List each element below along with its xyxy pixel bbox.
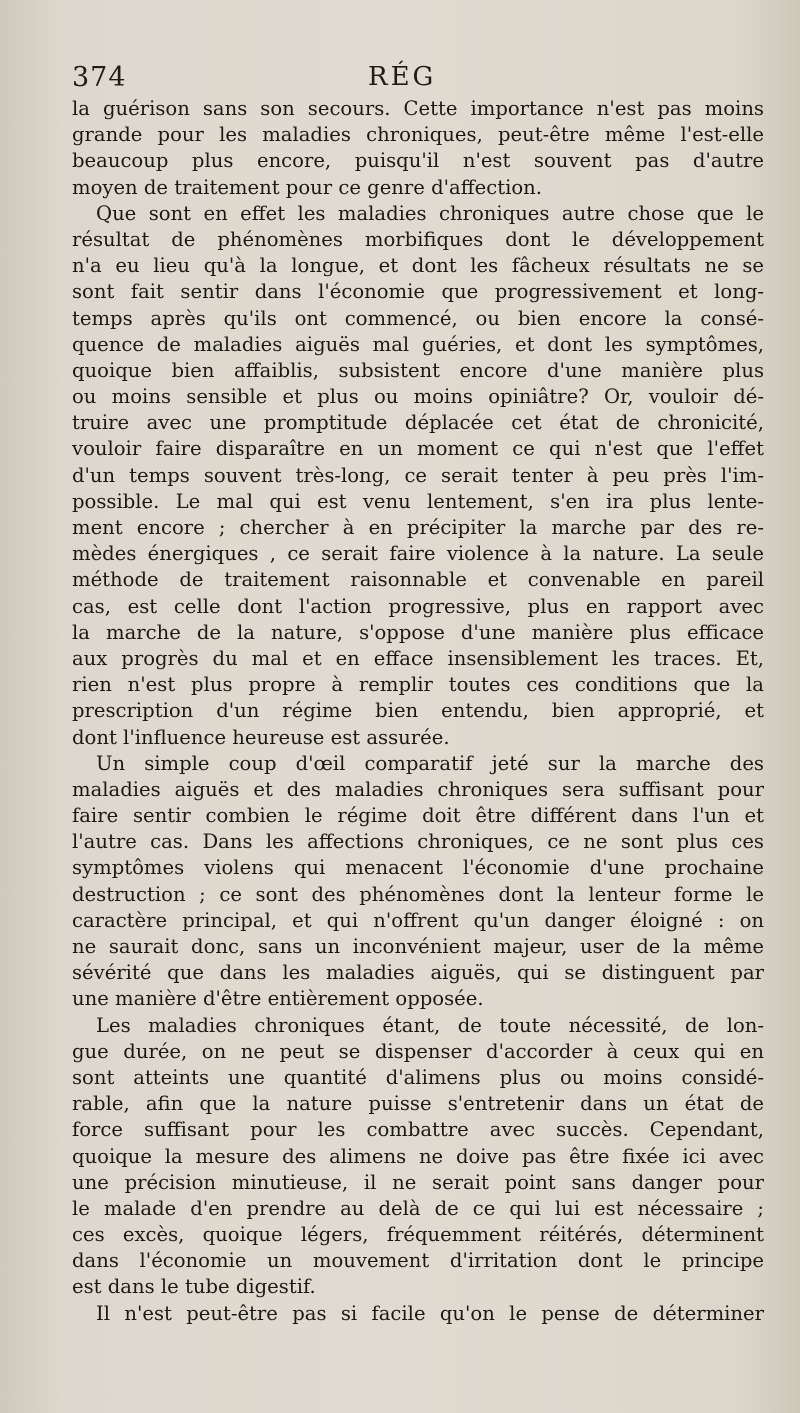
text-line: le malade d'en prendre au delà de ce qui lui est nécessaire ; xyxy=(72,1196,764,1220)
text-line: moyen de traitement pour ce genre d'affection. xyxy=(72,175,542,199)
text-line: ces excès, quoique légers, fréquemment réitérés, déterminent xyxy=(72,1223,764,1247)
text-line: la guérison sans son secours. Cette importance n'est pas moins xyxy=(72,97,764,120)
text-line: résultat de phénomènes morbifiques dont le développement xyxy=(72,227,764,251)
text-line: dont l'influence heureuse est assurée. xyxy=(72,725,450,749)
text-line: quoique la mesure des alimens ne doive pas être fixée ici avec xyxy=(72,1144,764,1168)
text-line: temps après qu'ils ont commencé, ou bien encore la consé- xyxy=(72,306,764,330)
paragraph-first-line: Que sont en effet les maladies chroniques autre chose que le xyxy=(96,201,764,225)
text-line: force suffisant pour les combattre avec succès. Cependant, xyxy=(72,1118,764,1142)
text-line: caractère principal, et qui n'offrent qu'un danger éloigné : on xyxy=(72,908,764,932)
text-line: truire avec une promptitude déplacée cet état de chronicité, xyxy=(72,411,764,435)
body-text xyxy=(72,96,764,1327)
text-line: gue durée, on ne peut se dispenser d'accorder à ceux qui en xyxy=(72,1039,764,1063)
text-line: aux progrès du mal et en efface insensiblement les traces. Et, xyxy=(72,646,764,670)
text-line: quoique bien affaiblis, subsistent encore d'une manière plus xyxy=(72,358,764,382)
paragraph-first-line: Il n'est peut-être pas si facile qu'on le pense de déterminer xyxy=(96,1301,764,1325)
page-header xyxy=(72,62,762,98)
text-line: grande pour les maladies chroniques, peut-être même l'est-elle xyxy=(72,123,764,147)
page-number: 374 xyxy=(72,62,127,93)
text-line: rable, afin que la nature puisse s'entretenir dans un état de xyxy=(72,1092,764,1116)
text-line: ou moins sensible et plus ou moins opiniâtre? Or, vouloir dé- xyxy=(72,385,764,409)
text-line: possible. Le mal qui est venu lentement, s'en ira plus lente- xyxy=(72,489,764,513)
text-line: la marche de la nature, s'oppose d'une manière plus efficace xyxy=(72,620,764,644)
text-line: vouloir faire disparaître en un moment ce qui n'est que l'effet xyxy=(72,437,764,461)
text-line: maladies aiguës et des maladies chroniques sera suffisant pour xyxy=(72,777,764,801)
text-line: n'a eu lieu qu'à la longue, et dont les fâcheux résultats ne se xyxy=(72,254,764,278)
running-head: RÉG xyxy=(368,62,437,92)
text-line: beaucoup plus encore, puisqu'il n'est souvent pas d'autre xyxy=(72,149,764,173)
text-line: une précision minutieuse, il ne serait point sans danger pour xyxy=(72,1170,764,1194)
text-line: destruction ; ce sont des phénomènes dont la lenteur forme le xyxy=(72,882,764,906)
text-line: ment encore ; chercher à en précipiter la marche par des re- xyxy=(72,516,764,539)
text-line: mèdes énergiques , ce serait faire violence à la nature. La seule xyxy=(72,542,764,566)
text-line: sévérité que dans les maladies aiguës, qui se distinguent par xyxy=(72,961,764,985)
text-line: est dans le tube digestif. xyxy=(72,1275,316,1299)
text-line: ne saurait donc, sans un inconvénient majeur, user de la même xyxy=(72,935,764,958)
paragraph-first-line: Les maladies chroniques étant, de toute nécessité, de lon- xyxy=(96,1013,764,1037)
text-line: symptômes violens qui menacent l'économie d'une prochaine xyxy=(72,856,764,880)
text-line: méthode de traitement raisonnable et convenable en pareil xyxy=(72,568,764,592)
text-line: d'un temps souvent très-long, ce serait tenter à peu près l'im- xyxy=(72,463,764,487)
text-line: prescription d'un régime bien entendu, bien approprié, et xyxy=(72,699,764,723)
text-line: sont atteints une quantité d'alimens plus ou moins considé- xyxy=(72,1065,764,1089)
text-line: quence de maladies aiguës mal guéries, et dont les symptômes, xyxy=(72,332,764,356)
text-line: rien n'est plus propre à remplir toutes ces conditions que la xyxy=(72,673,764,697)
text-line: faire sentir combien le régime doit être différent dans l'un et xyxy=(72,804,764,828)
paragraph-first-line: Un simple coup d'œil comparatif jeté sur la marche des xyxy=(96,751,764,775)
text-line: l'autre cas. Dans les affections chroniques, ce ne sont plus ces xyxy=(72,830,764,854)
text-line: sont fait sentir dans l'économie que progressivement et long- xyxy=(72,280,764,304)
text-line: dans l'économie un mouvement d'irritation dont le principe xyxy=(72,1249,764,1273)
text-line: une manière d'être entièrement opposée. xyxy=(72,987,484,1011)
text-line: cas, est celle dont l'action progressive, plus en rapport avec xyxy=(72,594,764,618)
